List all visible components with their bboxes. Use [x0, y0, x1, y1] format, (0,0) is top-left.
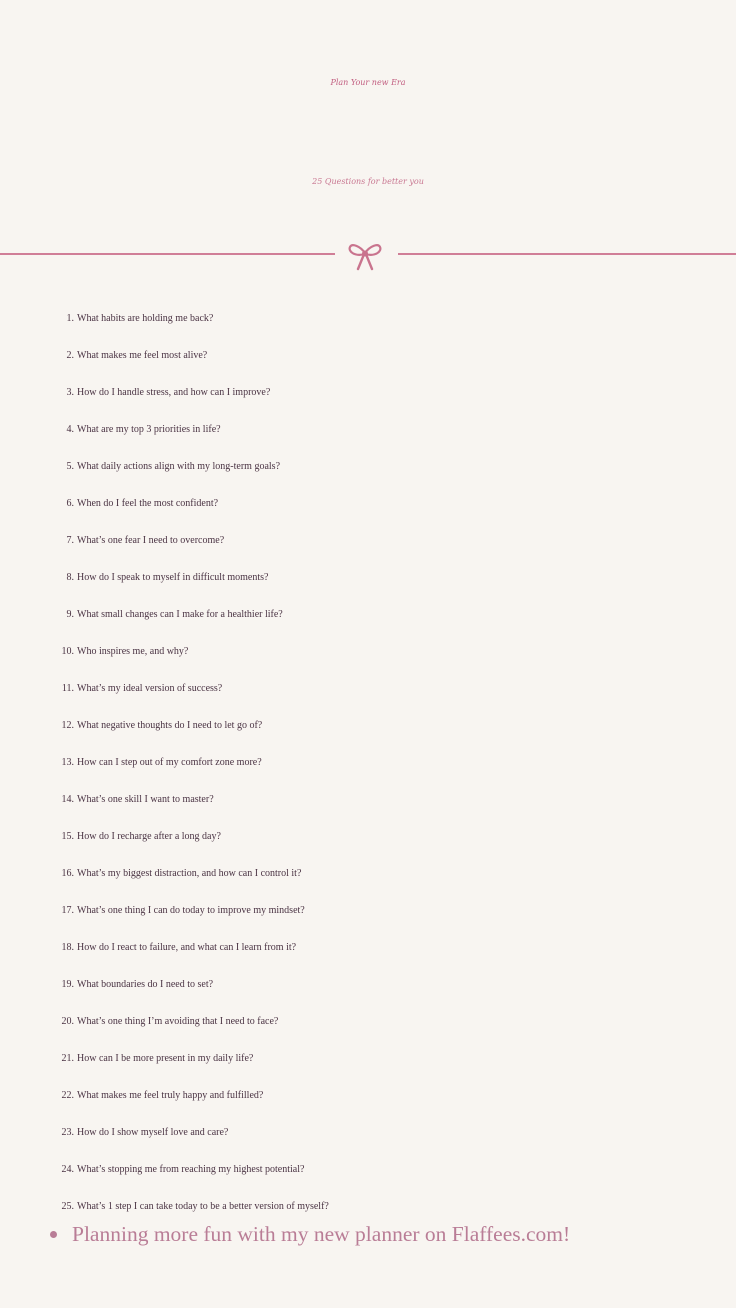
page-subtitle: 25 Questions for better you	[312, 177, 424, 186]
question-text: How do I show myself love and care?	[77, 1127, 229, 1138]
page-title: Plan Your new Era	[330, 78, 406, 87]
question-number: 6.	[66, 498, 74, 509]
question-number: 13.	[61, 757, 74, 768]
question-item	[0, 300, 736, 337]
question-item	[0, 1040, 736, 1077]
question-number: 11.	[61, 683, 74, 694]
question-number: 7.	[66, 535, 74, 546]
question-item	[0, 781, 736, 818]
question-number: 9.	[66, 609, 74, 620]
question-item	[0, 966, 736, 1003]
question-item	[0, 1003, 736, 1040]
footer-note	[50, 1214, 570, 1254]
question-list	[0, 300, 736, 1225]
question-text: How do I recharge after a long day?	[77, 831, 221, 842]
question-item	[0, 1151, 736, 1188]
question-item	[0, 1077, 736, 1114]
question-item	[0, 744, 736, 781]
question-item	[0, 337, 736, 374]
question-number: 15.	[61, 831, 74, 842]
question-number: 22.	[61, 1090, 74, 1101]
question-text: What’s one skill I want to master?	[77, 794, 214, 805]
question-text: Who inspires me, and why?	[77, 646, 189, 657]
question-text: How do I handle stress, and how can I improve?	[77, 387, 271, 398]
question-number: 24.	[61, 1164, 74, 1175]
question-number: 20.	[61, 1016, 74, 1027]
question-text: How can I step out of my comfort zone more?	[77, 757, 262, 768]
question-number: 1.	[66, 313, 74, 324]
question-item	[0, 1114, 736, 1151]
question-number: 16.	[61, 868, 74, 879]
question-text: What negative thoughts do I need to let go of?	[77, 720, 263, 731]
question-item	[0, 522, 736, 559]
question-text: What habits are holding me back?	[77, 313, 214, 324]
question-item	[0, 485, 736, 522]
question-item	[0, 448, 736, 485]
footer-text: Planning more fun with my new planner on Flaffees.com!	[72, 1221, 571, 1246]
question-number: 5.	[66, 461, 74, 472]
question-text: What small changes can I make for a healthier life?	[77, 609, 283, 620]
question-number: 4.	[66, 424, 74, 435]
question-item	[0, 855, 736, 892]
question-number: 23.	[61, 1127, 74, 1138]
question-text: What makes me feel most alive?	[77, 350, 208, 361]
question-text: How do I react to failure, and what can I learn from it?	[77, 942, 297, 953]
question-number: 2.	[66, 350, 74, 361]
question-number: 8.	[66, 572, 74, 583]
bow-icon	[347, 240, 383, 272]
question-text: How can I be more present in my daily life?	[77, 1053, 254, 1064]
question-item	[0, 559, 736, 596]
question-number: 21.	[61, 1053, 74, 1064]
divider-line-right	[398, 253, 736, 255]
bullet-dot-icon	[50, 1231, 57, 1238]
question-text: What makes me feel truly happy and fulfilled?	[77, 1090, 264, 1101]
question-text: What’s one fear I need to overcome?	[77, 535, 225, 546]
question-text: What’s stopping me from reaching my highest potential?	[77, 1164, 305, 1175]
question-item	[0, 929, 736, 966]
question-text: What are my top 3 priorities in life?	[77, 424, 221, 435]
question-text: How do I speak to myself in difficult moments?	[77, 572, 269, 583]
question-number: 14.	[61, 794, 74, 805]
question-number: 12.	[61, 720, 74, 731]
question-item	[0, 707, 736, 744]
question-item	[0, 596, 736, 633]
question-text: What boundaries do I need to set?	[77, 979, 214, 990]
question-item	[0, 892, 736, 929]
question-text: What’s my biggest distraction, and how can I control it?	[77, 868, 302, 879]
question-text: What daily actions align with my long-term goals?	[77, 461, 281, 472]
question-number: 3.	[66, 387, 74, 398]
question-text: When do I feel the most confident?	[77, 498, 219, 509]
question-number: 17.	[61, 905, 74, 916]
question-number: 19.	[61, 979, 74, 990]
question-number: 10.	[61, 646, 74, 657]
question-item	[0, 670, 736, 707]
question-number: 18.	[61, 942, 74, 953]
question-item	[0, 374, 736, 411]
question-item	[0, 633, 736, 670]
question-text: What’s 1 step I can take today to be a better version of myself?	[77, 1201, 329, 1212]
question-number: 25.	[61, 1201, 74, 1212]
question-text: What’s my ideal version of success?	[77, 683, 223, 694]
question-text: What’s one thing I’m avoiding that I need to face?	[77, 1016, 279, 1027]
question-item	[0, 411, 736, 448]
question-item	[0, 818, 736, 855]
question-text: What’s one thing I can do today to improve my mindset?	[77, 905, 305, 916]
divider-line-left	[0, 253, 335, 255]
